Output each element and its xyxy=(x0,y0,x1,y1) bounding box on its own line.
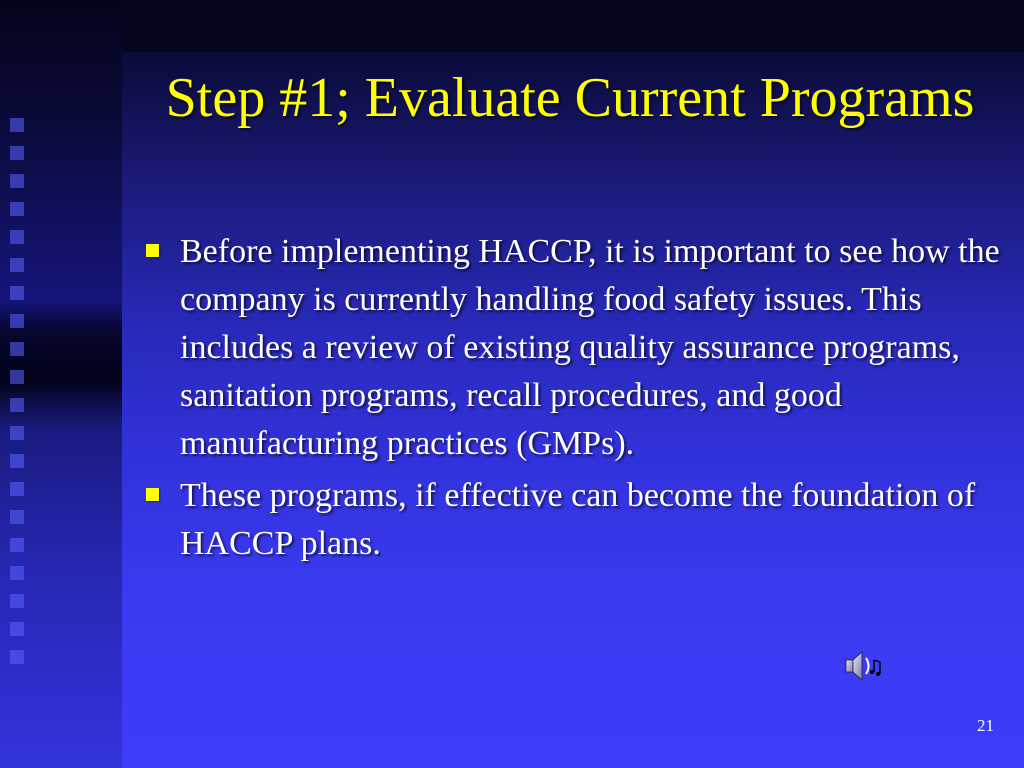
decorative-square xyxy=(10,258,24,272)
decorative-square-column xyxy=(6,118,32,678)
decorative-square xyxy=(10,650,24,664)
decorative-square xyxy=(10,398,24,412)
bullet-item xyxy=(140,228,1000,468)
square-bullet-icon xyxy=(146,488,159,501)
top-dark-strip xyxy=(122,0,1024,52)
decorative-square xyxy=(10,510,24,524)
decorative-square xyxy=(10,566,24,580)
square-bullet-icon xyxy=(146,244,159,257)
decorative-square xyxy=(10,454,24,468)
decorative-square xyxy=(10,230,24,244)
bullet-item xyxy=(140,472,1000,568)
left-decorative-band xyxy=(0,0,122,768)
decorative-square xyxy=(10,426,24,440)
decorative-square xyxy=(10,174,24,188)
bullet-list xyxy=(140,228,1000,572)
bullet-text: Before implementing HACCP, it is important to see how the company is currently handling food safety issues. This includes a review of existing quality assurance programs, sanitation programs, recall procedures, and good manufacturing practices (GMPs). xyxy=(180,233,1000,462)
decorative-square xyxy=(10,314,24,328)
decorative-square xyxy=(10,594,24,608)
decorative-square xyxy=(10,482,24,496)
bullet-text: These programs, if effective can become the foundation of HACCP plans. xyxy=(180,477,976,562)
decorative-square xyxy=(10,538,24,552)
decorative-square xyxy=(10,622,24,636)
decorative-square xyxy=(10,118,24,132)
decorative-square xyxy=(10,202,24,216)
decorative-square xyxy=(10,286,24,300)
speaker-icon[interactable] xyxy=(842,646,882,686)
decorative-square xyxy=(10,342,24,356)
decorative-square xyxy=(10,370,24,384)
decorative-square xyxy=(10,146,24,160)
page-number: 21 xyxy=(977,716,994,735)
slide-title: Step #1; Evaluate Current Programs xyxy=(165,67,975,129)
